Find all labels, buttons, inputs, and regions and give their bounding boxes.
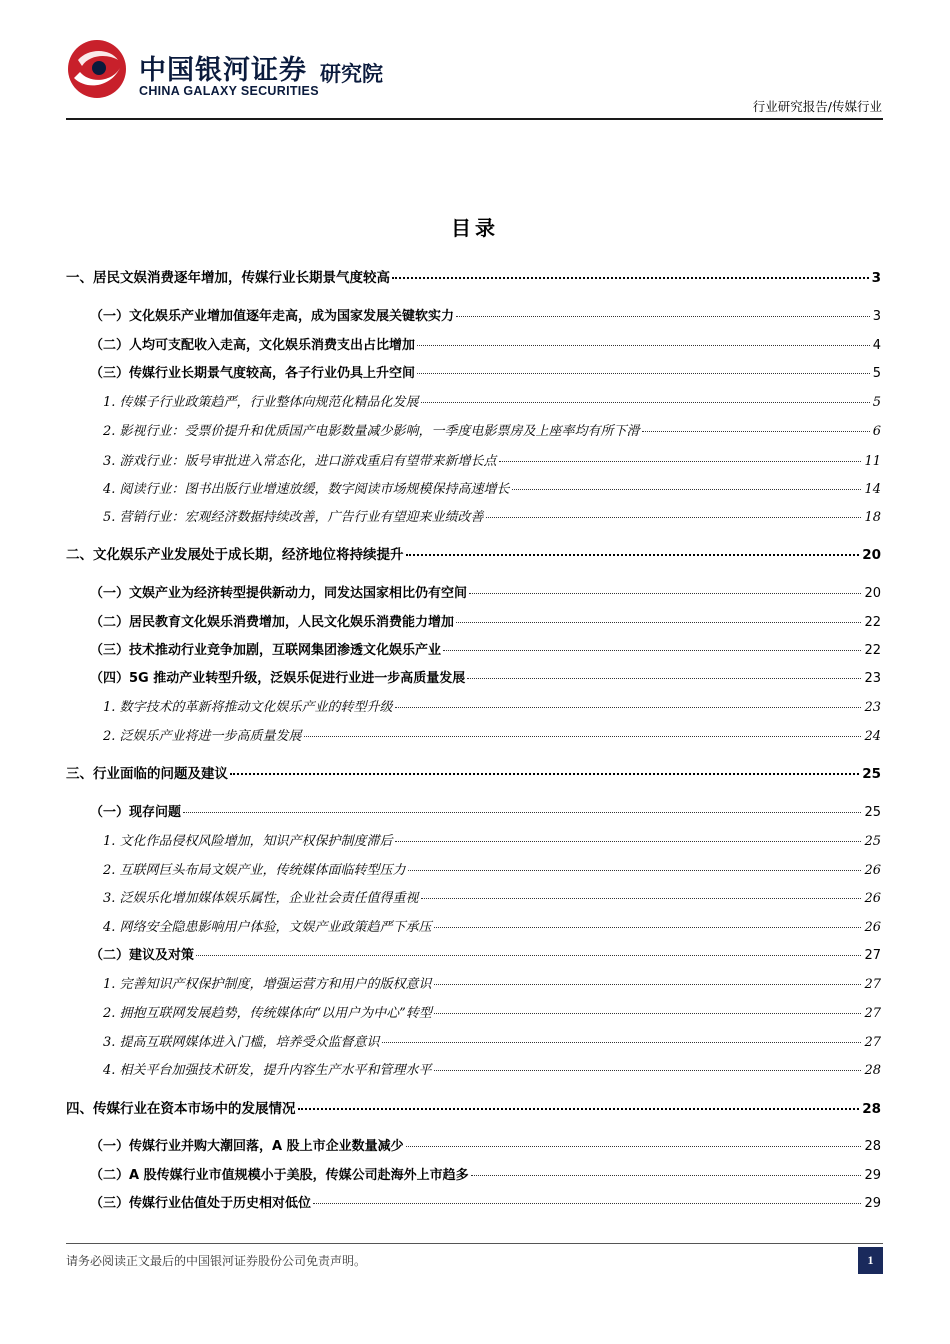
- toc-entry-label: （三）传媒行业长期景气度较高，各子行业仍具上升空间: [90, 366, 416, 381]
- toc-entry-label: 4. 相关平台加强技术研发，提升内容生产水平和管理水平: [103, 1063, 432, 1078]
- toc-leader-dots: [434, 1013, 862, 1014]
- toc-leader-dots: [417, 373, 870, 374]
- toc-leader-dots: [395, 707, 862, 708]
- toc-entry-label: 1. 文化作品侵权风险增加，知识产权保护制度滞后: [103, 834, 393, 849]
- toc-entry-page: 27: [864, 1006, 881, 1021]
- toc-leader-dots: [443, 650, 861, 651]
- toc-entry-level-2[interactable]: [90, 801, 881, 821]
- toc-entry-level-3[interactable]: [103, 506, 881, 526]
- toc-entry-page: 27: [864, 977, 881, 992]
- toc-leader-dots: [408, 870, 862, 871]
- toc-entry-label: 四、传媒行业在资本市场中的发展情况: [66, 1101, 296, 1117]
- toc-entry-level-3[interactable]: [103, 1002, 881, 1022]
- toc-entry-level-1[interactable]: [66, 266, 881, 286]
- toc-entry-label: 2. 拥抱互联网发展趋势，传统媒体向“以用户为中心”转型: [103, 1006, 432, 1021]
- toc-entry-level-2[interactable]: [90, 1135, 881, 1155]
- toc-entry-page: 25: [864, 834, 881, 849]
- toc-entry-level-3[interactable]: [103, 725, 881, 745]
- toc-entry-label: 1. 数字技术的革新将推动文化娱乐产业的转型升级: [103, 700, 393, 715]
- toc-leader-dots: [406, 554, 860, 556]
- toc-entry-label: 3. 游戏行业：版号审批进入常态化，进口游戏重启有望带来新增长点: [103, 454, 497, 469]
- toc-entry-page: 26: [864, 891, 881, 906]
- toc-entry-page: 14: [864, 482, 881, 497]
- toc-entry-page: 5: [872, 395, 881, 410]
- toc-leader-dots: [456, 316, 870, 317]
- toc-entry-label: （二）人均可支配收入走高，文化娱乐消费支出占比增加: [90, 338, 416, 353]
- toc-entry-label: （一）现存问题: [90, 805, 182, 820]
- toc-entry-level-3[interactable]: [103, 916, 881, 936]
- toc-entry-level-1[interactable]: [66, 762, 881, 782]
- toc-entry-label: 4. 阅读行业：图书出版行业增速放缓，数字阅读市场规模保持高速增长: [103, 482, 510, 497]
- toc-entry-label: 3. 泛娱乐化增加媒体娱乐属性，企业社会责任值得重视: [103, 891, 419, 906]
- galaxy-logo-icon: [66, 38, 128, 100]
- brand-subtitle: 研究院: [320, 62, 383, 86]
- toc-entry-page: 5: [872, 366, 881, 381]
- toc-entry-level-2[interactable]: [90, 1164, 881, 1184]
- toc-entry-label: （二）建议及对策: [90, 948, 195, 963]
- toc-leader-dots: [406, 1146, 862, 1147]
- footer-disclaimer: 请务必阅读正文最后的中国银河证券股份公司免责声明。: [66, 1254, 367, 1268]
- toc-leader-dots: [421, 898, 862, 899]
- toc-entry-page: 29: [864, 1196, 881, 1211]
- toc-entry-label: 1. 完善知识产权保护制度，增强运营方和用户的版权意识: [103, 977, 432, 992]
- toc-entry-level-2[interactable]: [90, 639, 881, 659]
- toc-entry-page: 11: [864, 454, 881, 469]
- toc-entry-page: 26: [864, 920, 881, 935]
- toc-entry-label: （三）传媒行业估值处于历史相对低位: [90, 1196, 312, 1211]
- toc-leader-dots: [382, 1042, 862, 1043]
- toc-entry-label: 一、居民文娱消费逐年增加，传媒行业长期景气度较高: [66, 270, 390, 286]
- toc-leader-dots: [230, 773, 859, 775]
- toc-entry-level-3[interactable]: [103, 973, 881, 993]
- toc-entry-level-3[interactable]: [103, 478, 881, 498]
- toc-entry-level-3[interactable]: [103, 1059, 881, 1079]
- toc-entry-label: （三）技术推动行业竞争加剧，互联网集团渗透文化娱乐产业: [90, 643, 442, 658]
- toc-entry-label: 三、行业面临的问题及建议: [66, 766, 228, 782]
- toc-leader-dots: [434, 927, 862, 928]
- toc-leader-dots: [467, 678, 861, 679]
- toc-title: 目录: [451, 216, 499, 240]
- toc-leader-dots: [456, 622, 861, 623]
- toc-entry-page: 4: [872, 338, 881, 353]
- toc-entry-level-3[interactable]: [103, 391, 881, 411]
- toc-entry-page: 22: [864, 615, 881, 630]
- toc-leader-dots: [486, 517, 862, 518]
- brand-name-en: CHINA GALAXY SECURITIES: [139, 84, 319, 98]
- toc-leader-dots: [421, 402, 870, 403]
- toc-entry-level-2[interactable]: [90, 667, 881, 687]
- toc-entry-page: 20: [862, 547, 881, 563]
- toc-entry-level-3[interactable]: [103, 887, 881, 907]
- toc-entry-level-2[interactable]: [90, 334, 881, 354]
- toc-entry-page: 3: [871, 270, 881, 286]
- toc-entry-label: 1. 传媒子行业政策趋严，行业整体向规范化精品化发展: [103, 395, 419, 410]
- toc-entry-label: （二）A 股传媒行业市值规模小于美股，传媒公司赴海外上市趋多: [90, 1168, 469, 1183]
- toc-entry-page: 25: [862, 766, 881, 782]
- toc-entry-page: 28: [864, 1063, 881, 1078]
- toc-entry-level-2[interactable]: [90, 611, 881, 631]
- toc-leader-dots: [434, 984, 862, 985]
- toc-entry-label: 2. 影视行业：受票价提升和优质国产电影数量减少影响，一季度电影票房及上座率均有所下滑: [103, 424, 640, 439]
- toc-entry-page: 29: [864, 1168, 881, 1183]
- toc-leader-dots: [395, 841, 862, 842]
- toc-entry-level-2[interactable]: [90, 305, 881, 325]
- page-header: [0, 0, 950, 125]
- toc-leader-dots: [417, 345, 870, 346]
- toc-entry-page: 28: [862, 1101, 881, 1117]
- toc-entry-level-1[interactable]: [66, 543, 881, 563]
- header-divider: [66, 118, 883, 120]
- toc-entry-label: 4. 网络安全隐患影响用户体验，文娱产业政策趋严下承压: [103, 920, 432, 935]
- toc-entry-page: 23: [864, 671, 881, 686]
- toc-entry-page: 24: [864, 729, 881, 744]
- toc-entry-page: 27: [864, 948, 881, 963]
- toc-entry-label: 5. 营销行业：宏观经济数据持续改善，广告行业有望迎来业绩改善: [103, 510, 484, 525]
- toc-entry-page: 3: [872, 309, 881, 324]
- toc-leader-dots: [196, 955, 861, 956]
- toc-leader-dots: [471, 1175, 862, 1176]
- toc-entry-label: （一）文娱产业为经济转型提供新动力，同发达国家相比仍有空间: [90, 586, 468, 601]
- brand-name-cn: 中国银河证券: [139, 55, 307, 86]
- toc-entry-label: （一）文化娱乐产业增加值逐年走高，成为国家发展关键软实力: [90, 309, 455, 324]
- page-number: 1: [858, 1247, 883, 1274]
- toc-entry-level-2[interactable]: [90, 1192, 881, 1212]
- toc-entry-label: 2. 泛娱乐产业将进一步高质量发展: [103, 729, 302, 744]
- toc-leader-dots: [298, 1108, 860, 1110]
- toc-leader-dots: [183, 812, 861, 813]
- toc-leader-dots: [392, 277, 869, 279]
- toc-leader-dots: [499, 461, 862, 462]
- footer-divider: [66, 1243, 883, 1244]
- toc-entry-label: 2. 互联网巨头布局文娱产业，传统媒体面临转型压力: [103, 863, 406, 878]
- toc-entry-level-3[interactable]: [103, 1031, 881, 1051]
- toc-entry-level-1[interactable]: [66, 1097, 881, 1117]
- toc-entry-level-2[interactable]: [90, 582, 881, 602]
- toc-entry-page: 26: [864, 863, 881, 878]
- toc-entry-page: 20: [864, 586, 881, 601]
- toc-entry-level-3[interactable]: [103, 696, 881, 716]
- toc-entry-level-3[interactable]: [103, 450, 881, 470]
- toc-entry-label: （四）5G 推动产业转型升级，泛娱乐促进行业进一步高质量发展: [90, 671, 466, 686]
- toc-entry-page: 27: [864, 1035, 881, 1050]
- toc-leader-dots: [304, 736, 862, 737]
- toc-leader-dots: [313, 1203, 861, 1204]
- toc-leader-dots: [469, 593, 861, 594]
- toc-leader-dots: [642, 431, 870, 432]
- toc-entry-page: 23: [864, 700, 881, 715]
- toc-entry-level-3[interactable]: [103, 420, 881, 440]
- toc-entry-label: （二）居民教育文化娱乐消费增加，人民文化娱乐消费能力增加: [90, 615, 455, 630]
- report-type: 行业研究报告/传媒行业: [752, 99, 882, 114]
- toc-entry-level-2[interactable]: [90, 362, 881, 382]
- toc-entry-level-3[interactable]: [103, 859, 881, 879]
- toc-entry-level-3[interactable]: [103, 830, 881, 850]
- toc-entry-level-2[interactable]: [90, 944, 881, 964]
- toc-entry-page: 18: [864, 510, 881, 525]
- toc-entry-label: 二、文化娱乐产业发展处于成长期，经济地位将持续提升: [66, 547, 404, 563]
- toc-entry-page: 28: [864, 1139, 881, 1154]
- toc-entry-page: 6: [872, 424, 881, 439]
- toc-leader-dots: [434, 1070, 862, 1071]
- toc-entry-page: 22: [864, 643, 881, 658]
- toc-entry-label: （一）传媒行业并购大潮回落，A 股上市企业数量减少: [90, 1139, 404, 1154]
- toc-entry-label: 3. 提高互联网媒体进入门槛，培养受众监督意识: [103, 1035, 380, 1050]
- toc-leader-dots: [512, 489, 862, 490]
- toc-entry-page: 25: [864, 805, 881, 820]
